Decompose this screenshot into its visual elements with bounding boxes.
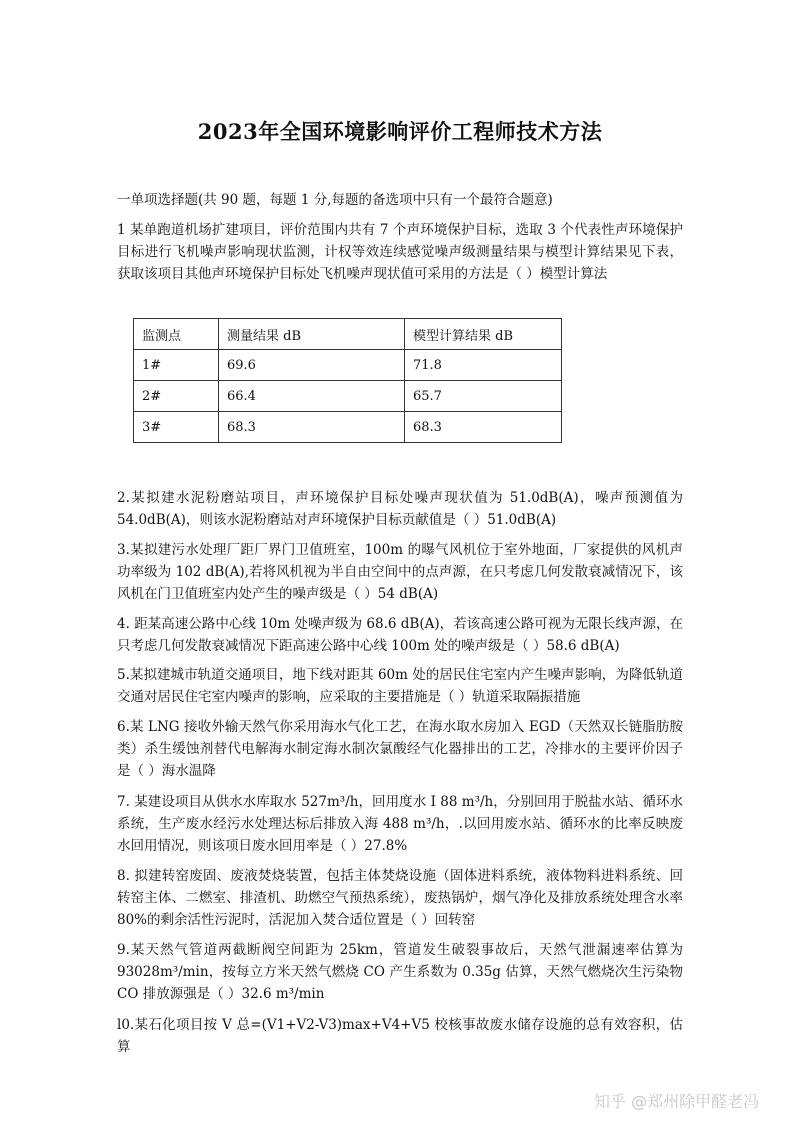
- question-8: 8. 拟建转窑废固、废液焚烧装置，包括主体焚烧设施（固体进料系统，液体物料进料系统、回转窑主体、二燃室、排渣机、助燃空气预热系统），废热锅炉，烟气净化及排放系统处理含水率 80%的剩余活性污泥时，活泥加入焚合适位置是（ ）回转窑: [117, 868, 683, 928]
- watermark: 知乎 @郑州除甲醛老冯: [594, 1092, 760, 1111]
- question-6: 6.某 LNG 接收外输天然气你采用海水气化工艺，在海水取水房加入 EGD（天然双长链脂肪胺类）杀生缓蚀剂替代电解海水制定海水制次氯酸经气化器排出的工艺，冷排水的主要评价因子是（ ）海水温降: [117, 719, 683, 779]
- question-10: l0.某石化项目按 V 总=(V1+V2-V3)max+V4+V5 校核事故废水储存设施的总有效容积，估算: [117, 1017, 683, 1055]
- document-title: 2023年全国环境影响评价工程师技术方法: [197, 119, 603, 144]
- table-cell: 71.8: [405, 350, 562, 381]
- question-1: 1 某单跑道机场扩建项目，评价范围内共有 7 个声环境保护目标，选取 3 个代表性声环境保护目标进行飞机噪声影响现状监测，计权等效连续感觉噪声级测量结果与模型计算结果见下表，获取该项目其他声环境保护目标处飞机噪声现状值可采用的方法是（ ）模型计算法: [117, 222, 683, 282]
- question-3: 3.某拟建污水处理厂距厂界门卫值班室，100m 的曝气风机位于室外地面，厂家提供的风机声功率级为 102 dB(A),若将风机视为半自由空间中的点声源，在只考虑几何发散衰减情况下，该风机在门卫值班室内处产生的噪声级是（ ）54 dB(A): [117, 542, 683, 602]
- table-header-cell: 模型计算结果 dB: [405, 319, 562, 350]
- table-header-cell: 监测点: [134, 319, 219, 350]
- table-cell: 68.3: [405, 412, 562, 443]
- table-cell: 69.6: [219, 350, 405, 381]
- section-heading: 一单项选择题(共 90 题，每题 1 分,每题的备选项中只有一个最符合题意): [117, 192, 553, 208]
- table-cell: 65.7: [405, 381, 562, 412]
- table-row: [134, 350, 562, 381]
- noise-results-table: [133, 318, 562, 443]
- table-cell: 66.4: [219, 381, 405, 412]
- question-4: 4. 距某高速公路中心线 10m 处噪声级为 68.6 dB(A)，若该高速公路可视为无限长线声源，在只考虑几何发散衰减情况下距高速公路中心线 100m 处的噪声级是（ ）58.6 dB(A): [117, 616, 683, 654]
- question-9: 9.某天然气管道两截断阀空间距为 25km，管道发生破裂事故后，天然气泄漏速率估算为 93028m³/min，按每立方米天然气燃烧 CO 产生系数为 0.35g 估算，天然气燃烧次生污染物 CO 排放源强是（ ）32.6 m³/min: [117, 942, 683, 1002]
- question-2: 2.某拟建水泥粉磨站项目，声环境保护目标处噪声现状值为 51.0dB(A)，噪声预测值为 54.0dB(A)，则该水泥粉磨站对声环境保护目标贡献值是（ ）51.0dB(A): [117, 490, 683, 528]
- question-5: 5.某拟建城市轨道交通项目，地下线对距其 60m 处的居民住宅室内产生噪声影响，为降低轨道交通对居民住宅室内噪声的影响，应采取的主要措施是（ ）轨道采取隔振措施: [117, 667, 683, 705]
- table-cell: 3#: [134, 412, 219, 443]
- table-cell: 1#: [134, 350, 219, 381]
- table-cell: 2#: [134, 381, 219, 412]
- table-row: [134, 412, 562, 443]
- question-7: 7. 某建设项目从供水水库取水 527m³/h，回用度水 I 88 m³/h，分别回用于脱盐水站、循环水系统，生产废水经污水处理达标后排放入海 488 m³/h，.以回用废水站、循环水的比率反映废水回用情况，则该项日废水回用率是（ ）27.8%: [117, 794, 683, 854]
- table-row: [134, 381, 562, 412]
- table-header-cell: 测量结果 dB: [219, 319, 405, 350]
- table-cell: 68.3: [219, 412, 405, 443]
- table-header-row: [134, 319, 562, 350]
